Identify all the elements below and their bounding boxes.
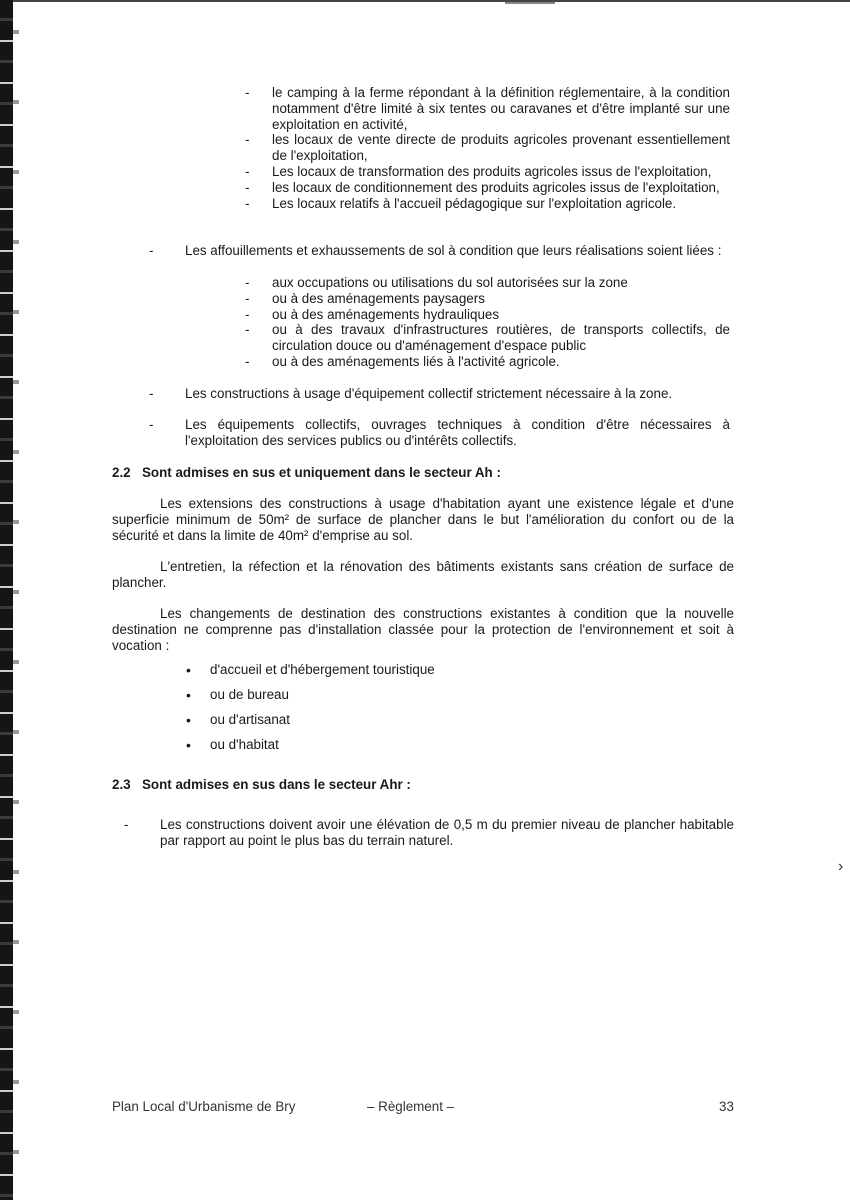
list-item: - ou à des aménagements paysagers [272,291,730,307]
equipements-collectifs-paragraph: - Les équipements collectifs, ouvrages techniques à condition d'être nécessaires à l'exploitation des services publics ou d'intérêts collectifs. [185,417,730,449]
affouillements-list [272,275,730,370]
affouillements-paragraph: - Les affouillements et exhaussements de sol à condition que leurs réalisations soient liées : [185,243,730,259]
section-2-2-paragraph-2: L'entretien, la réfection et la rénovation des bâtiments existants sans création de surface de plancher. [112,559,734,590]
list-item: • ou d'habitat [210,737,435,762]
section-2-3-paragraph: - Les constructions doivent avoir une élévation de 0,5 m du premier niveau de plancher habitable par rapport au point le plus bas du terrain naturel. [160,817,734,849]
scan-left-edge [0,0,13,1200]
equipement-paragraph: - Les constructions à usage d'équipement collectif strictement nécessaire à la zone. [185,386,730,402]
intro-list [272,85,730,211]
scan-right-mark: › [838,858,844,875]
section-number: 2.3 [112,777,131,792]
list-item: - le camping à la ferme répondant à la définition réglementaire, à la condition notamment d'être limité à six tentes ou caravanes et d'être implanté sur une exploitation en activité, [272,85,730,132]
list-item: - les locaux de conditionnement des produits agricoles issus de l'exploitation, [272,180,730,196]
footer-document-title: Plan Local d'Urbanisme de Bry [112,1099,296,1114]
list-item: - ou à des aménagements hydrauliques [272,307,730,323]
scan-top-border [0,0,850,2]
vocation-bullet-list [210,662,435,762]
scan-top-mark [505,2,555,4]
list-item: - ou à des aménagements liés à l'activité agricole. [272,354,730,370]
section-title: Sont admises en sus et uniquement dans le secteur Ah : [142,465,501,480]
list-item: - Les locaux relatifs à l'accueil pédagogique sur l'exploitation agricole. [272,196,730,212]
section-title: Sont admises en sus dans le secteur Ahr : [142,777,411,792]
section-number: 2.2 [112,465,131,480]
section-heading-2-2 [112,465,501,480]
list-item: - aux occupations ou utilisations du sol autorisées sur la zone [272,275,730,291]
scan-left-edge-noise [13,0,19,1200]
list-item: - Les locaux de transformation des produits agricoles issus de l'exploitation, [272,164,730,180]
footer-section-label: – Règlement – [367,1099,455,1114]
list-item: • ou de bureau [210,687,435,712]
page-number: 33 [719,1099,734,1114]
section-2-2-paragraph-3: Les changements de destination des constructions existantes à condition que la nouvelle destination ne comprenne pas d'installation classée pour la protection de l'environnement et soit à vocation : [112,606,734,653]
list-item: • ou d'artisanat [210,712,435,737]
section-2-2-paragraph-1: Les extensions des constructions à usage d'habitation ayant une existence légale et d'une superficie minimum de 50m² de surface de plancher dans le but l'amélioration du confort ou de la sécurité et dans la limite de 40m² d'emprise au sol. [112,496,734,543]
list-item: - les locaux de vente directe de produits agricoles provenant essentiellement de l'exploitation, [272,132,730,164]
list-item: - ou à des travaux d'infrastructures routières, de transports collectifs, de circulation douce ou d'aménagement d'espace public [272,322,730,354]
section-heading-2-3 [112,777,411,792]
list-item: • d'accueil et d'hébergement touristique [210,662,435,687]
